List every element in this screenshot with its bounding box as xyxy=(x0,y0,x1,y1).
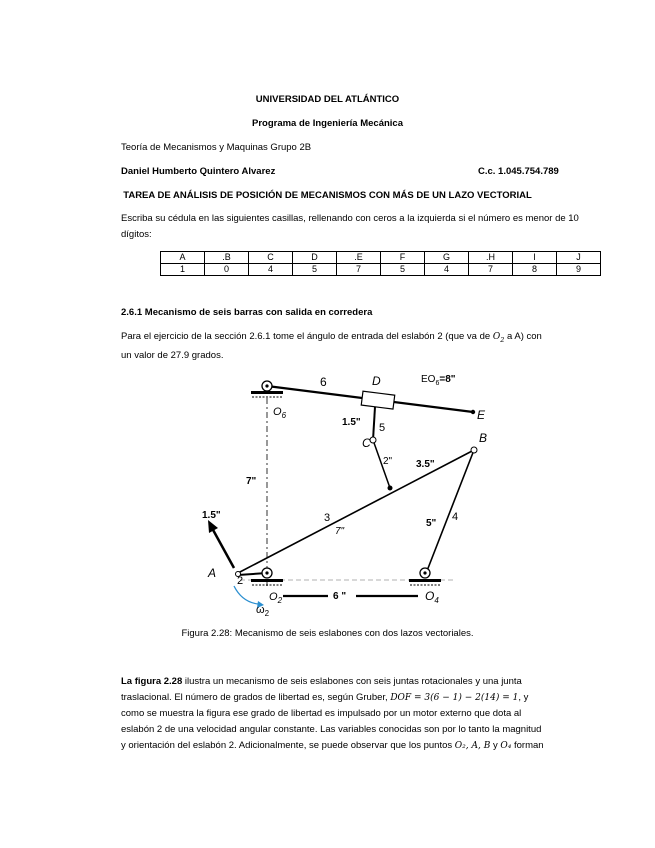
label-dim6: 6 " xyxy=(333,591,347,602)
label-o4-sub: 4 xyxy=(434,596,439,605)
label-c: C xyxy=(362,436,371,450)
label-o4 xyxy=(425,589,439,605)
body-text: forman xyxy=(514,740,544,751)
figure-reference: La figura 2.28 xyxy=(121,676,183,687)
ground-pivot-o6 xyxy=(251,381,283,397)
id-value-cell: 7 xyxy=(337,264,381,276)
body-text: y orientación del eslabón 2. Adicionalmente, se puede observar que los puntos xyxy=(121,740,453,751)
id-header-cell: .B xyxy=(205,252,249,264)
para-text: a A) con xyxy=(506,331,542,342)
joint-c xyxy=(370,437,376,443)
label-eo6 xyxy=(421,374,456,387)
para-text: Para el ejercicio de la sección 2.6.1 tome el ángulo de entrada del eslabón 2 (que va de xyxy=(121,331,491,342)
program-title: Programa de Ingeniería Mecánica xyxy=(251,118,403,129)
label-omega-sub: 2 xyxy=(264,609,270,618)
id-value-cell: 5 xyxy=(381,264,425,276)
label-dim15a: 1.5" xyxy=(342,417,361,428)
id-value-cell: 9 xyxy=(557,264,601,276)
label-dim35: 3.5" xyxy=(416,459,435,470)
label-o2 xyxy=(269,591,283,605)
instruction-text: Escriba su cédula en las siguientes casillas, rellenando con ceros a la izquierda si el número es menor de 10 dígitos: xyxy=(121,213,579,240)
id-header-cell: .E xyxy=(337,252,381,264)
label-omega xyxy=(256,604,270,618)
label-a: A xyxy=(208,566,217,580)
label-o2-sub: 2 xyxy=(277,596,283,605)
slider-block xyxy=(361,391,395,409)
label-link4: 4 xyxy=(452,511,459,523)
points-symbols: O₂, A, B xyxy=(454,741,491,751)
section-paragraph xyxy=(121,329,595,364)
body-text: eslabón 2 de una velocidad angular constante. Las variables conocidas son por lo tanto la magnitud xyxy=(121,724,542,735)
figure-caption: Figura 2.28: Mecanismo de seis eslabones con dos lazos vectoriales. xyxy=(181,628,474,639)
id-header-cell: J xyxy=(557,252,601,264)
arrow-15 xyxy=(212,528,234,568)
label-dim15b: 1.5" xyxy=(202,510,221,521)
label-eo6-val: =8" xyxy=(439,374,456,385)
para-text: un valor de 27.9 grados. xyxy=(121,349,224,361)
id-header-cell: C xyxy=(249,252,293,264)
label-link2: 2 xyxy=(237,575,244,587)
joint-b xyxy=(471,447,477,453)
id-value-cell: 1 xyxy=(161,264,205,276)
ground-pivot-o4 xyxy=(409,568,441,585)
id-value-cell: 5 xyxy=(293,264,337,276)
label-dim7a: 7" xyxy=(246,476,257,487)
label-dim2: 2" xyxy=(383,456,393,467)
body-text: , y xyxy=(518,692,529,703)
o2-symbol xyxy=(493,332,505,342)
id-header-cell: G xyxy=(425,252,469,264)
o2-sub: 2 xyxy=(500,335,505,344)
id-header-cell: .H xyxy=(469,252,513,264)
mechanism-figure xyxy=(190,368,510,618)
body-text: y xyxy=(492,740,498,751)
dof-equation: DOF = 3(6 − 1) − 2(14) = 1 xyxy=(390,693,519,703)
body-text: ilustra un mecanismo de seis eslabones con seis juntas rotacionales y una junta xyxy=(184,676,522,687)
student-id: C.c. 1.045.754.789 xyxy=(478,166,559,177)
id-value-cell: 0 xyxy=(205,264,249,276)
label-d: D xyxy=(372,374,381,388)
label-omega-letter: ω xyxy=(256,604,265,616)
body-text: como se muestra la figura ese grado de libertad es impulsado por un motor externo que dota al xyxy=(121,708,522,719)
o2-letter: O xyxy=(492,332,501,342)
id-header-cell: I xyxy=(513,252,557,264)
section-number: 2.6.1 xyxy=(121,307,143,318)
label-e: E xyxy=(477,408,486,422)
joint-e xyxy=(471,410,475,414)
label-link3: 3 xyxy=(324,512,331,524)
label-link6: 6 xyxy=(320,375,327,389)
label-eo6-text: EO xyxy=(421,374,436,385)
label-eo6-sub: 6 xyxy=(435,380,440,387)
label-o6 xyxy=(273,406,287,420)
id-header-cell: A xyxy=(161,252,205,264)
id-value-cell: 4 xyxy=(425,264,469,276)
label-dim5: 5" xyxy=(426,518,437,529)
omega-arc xyxy=(234,586,258,604)
section-heading xyxy=(121,307,372,318)
body-paragraph xyxy=(121,674,595,754)
university-title: UNIVERSIDAD DEL ATLÁNTICO xyxy=(255,94,400,105)
o4-symbol: O₄ xyxy=(500,741,512,751)
id-value-cell: 4 xyxy=(249,264,293,276)
label-o6-letter: O xyxy=(273,406,282,418)
label-dim7b: 7" xyxy=(335,526,345,537)
label-o6-sub: 6 xyxy=(281,411,287,420)
label-b: B xyxy=(479,431,488,445)
id-table-value-row xyxy=(161,264,601,276)
label-o2-letter: O xyxy=(269,591,278,603)
id-header-cell: F xyxy=(381,252,425,264)
student-name: Daniel Humberto Quintero Alvarez xyxy=(121,166,276,177)
course-line: Teoría de Mecanismos y Maquinas Grupo 2B xyxy=(121,142,312,153)
label-link5: 5 xyxy=(379,422,386,434)
section-title: Mecanismo de seis barras con salida en corredera xyxy=(144,307,373,318)
task-title: TAREA DE ANÁLISIS DE POSICIÓN DE MECANISMOS CON MÁS DE UN LAZO VECTORIAL xyxy=(123,190,532,201)
joint-junction xyxy=(388,486,393,491)
id-value-cell: 7 xyxy=(469,264,513,276)
id-value-cell: 8 xyxy=(513,264,557,276)
id-header-cell: D xyxy=(293,252,337,264)
label-o4-letter: O xyxy=(425,589,435,603)
body-text: traslacional. El número de grados de libertad es, según Gruber, xyxy=(121,692,388,703)
link-3 xyxy=(238,450,474,573)
id-table xyxy=(160,251,601,276)
link-5 xyxy=(373,407,375,440)
id-table-header-row xyxy=(161,252,601,264)
